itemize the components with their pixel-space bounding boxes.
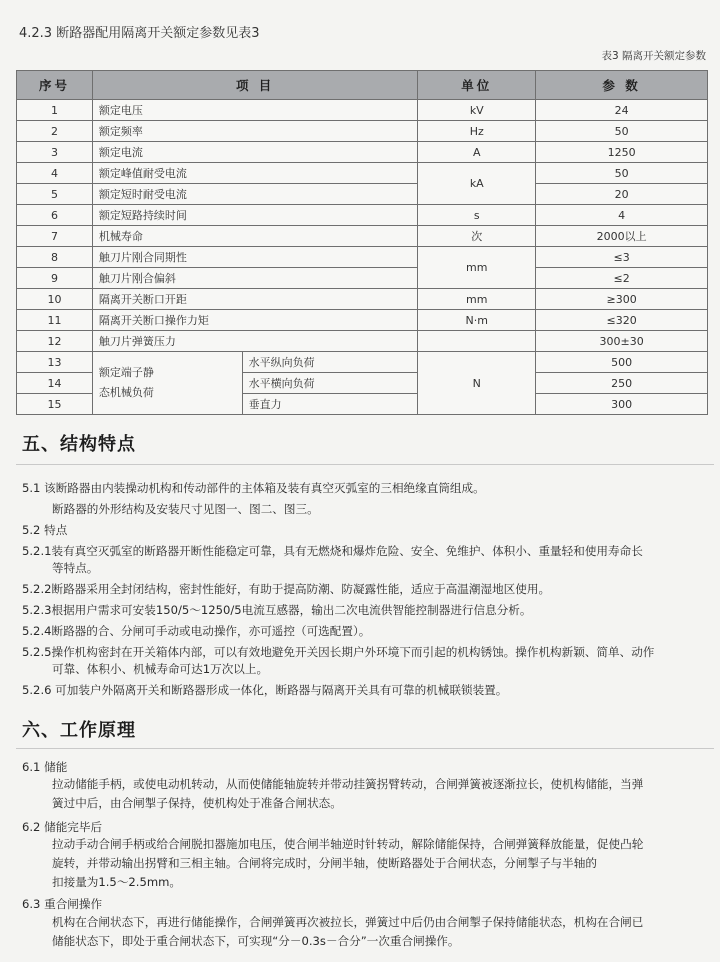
cell-item: 额定电流 [92,142,417,163]
paragraph-line: 拉动储能手柄，或使电动机转动，从而使储能轴旋转并带动挂簧拐臂转动，合闸弹簧被逐渐拉长，使机构储能，当弹 [52,777,644,791]
paragraph-line: 5.2 特点 [22,523,68,537]
cell-item: 额定电压 [92,100,417,121]
paragraph-line: 拉动手动合闸手柄或给合闸脱扣器施加电压，使合闸半轴逆时针转动，解除储能保持，合闸弹簧释放能量，促使凸轮 [52,837,644,851]
table-row [17,352,708,373]
cell-value: 24 [536,100,708,121]
cell-value: ≥300 [536,289,708,310]
table-caption: 表3 隔离开关额定参数 [601,50,706,62]
cell-item: 额定峰值耐受电流 [92,163,417,184]
cell-no: 12 [17,331,93,352]
paragraph-line: 旋转，并带动输出拐臂和三相主轴。合闸将完成时，分闸半轴，使断路器处于合闸状态，分闸掣子与半轴的 [52,856,597,870]
cell-unit: kA [418,163,536,205]
cell-unit: 次 [418,226,536,247]
cell-unit: s [418,205,536,226]
header-item: 项 目 [92,71,417,100]
section-heading-4-2-3: 4.2.3 断路器配用隔离开关额定参数见表3 [19,26,260,41]
table-row [17,184,708,205]
cell-value: 50 [536,163,708,184]
paragraph-line: 6.1 储能 [22,760,68,774]
cell-unit: N·m [418,310,536,331]
cell-no: 4 [17,163,93,184]
paragraph-line: 5.2.3根据用户需求可安装150/5～1250/5电流互感器，输出二次电流供智能控制器进行信息分析。 [22,603,532,617]
cell-value: 250 [536,373,708,394]
cell-unit: Hz [418,121,536,142]
table-row [17,121,708,142]
header-no: 序号 [17,71,93,100]
section-5-title: 五、结构特点 [22,434,136,455]
cell-unit: kV [418,100,536,121]
group-label-line2: 态机械负荷 [98,386,154,399]
table-row [17,331,708,352]
paragraph-line: 簧过中后，由合闸掣子保持，使机构处于准备合闸状态。 [52,796,342,810]
cell-unit: mm [418,247,536,289]
cell-no: 7 [17,226,93,247]
cell-item: 触刀片刚合同期性 [92,247,417,268]
cell-item: 垂直力 [242,394,418,415]
cell-value: 50 [536,121,708,142]
cell-value: ≤2 [536,268,708,289]
paragraph-line: 断路器的外形结构及安装尺寸见图一、图二、图三。 [52,502,319,516]
paragraph-line: 6.2 储能完毕后 [22,820,103,834]
cell-no: 1 [17,100,93,121]
cell-no: 6 [17,205,93,226]
paragraph-line: 5.2.6 可加装户外隔离开关和断路器形成一体化，断路器与隔离开关具有可靠的机械联锁装置。 [22,683,508,697]
section-5-divider [16,464,714,465]
cell-no: 2 [17,121,93,142]
section-6-title: 六、工作原理 [22,720,136,741]
cell-value: 4 [536,205,708,226]
section-6-divider [16,748,714,749]
paragraph-line: 机构在合闸状态下，再进行储能操作，合闸弹簧再次被拉长，弹簧过中后仍由合闸掣子保持储能状态，机构在合闸已 [52,915,644,929]
table-row [17,163,708,184]
cell-item: 隔离开关断口操作力矩 [92,310,417,331]
table-row [17,310,708,331]
table-row [17,247,708,268]
cell-group-label [92,352,242,415]
paragraph-line: 6.3 重合闸操作 [22,897,103,911]
cell-value: ≤320 [536,310,708,331]
cell-unit: A [418,142,536,163]
cell-value: 300±30 [536,331,708,352]
cell-item: 额定频率 [92,121,417,142]
cell-item: 隔离开关断口开距 [92,289,417,310]
cell-no: 11 [17,310,93,331]
parameters-table [16,70,708,415]
paragraph-line: 5.2.1装有真空灭弧室的断路器开断性能稳定可靠，具有无燃烧和爆炸危险、安全、免维护、体积小、重量轻和使用寿命长 [22,544,643,558]
cell-item: 机械寿命 [92,226,417,247]
cell-no: 10 [17,289,93,310]
paragraph-line: 5.2.2断路器采用全封闭结构，密封性能好，有助于提高防潮、防凝露性能，适应于高温潮湿地区使用。 [22,582,551,596]
cell-value: 2000以上 [536,226,708,247]
cell-item: 水平纵向负荷 [242,352,418,373]
group-label-line1: 额定端子静 [98,366,154,379]
paragraph-line: 可靠、体积小、机械寿命可达1万次以上。 [52,662,269,676]
paragraph-line: 扣接量为1.5～2.5mm。 [52,875,182,889]
cell-value: 1250 [536,142,708,163]
cell-unit [418,331,536,352]
table-header-row [17,71,708,100]
cell-no: 14 [17,373,93,394]
cell-item: 水平横向负荷 [242,373,418,394]
table-row [17,226,708,247]
header-value: 参 数 [536,71,708,100]
table-row [17,142,708,163]
cell-unit: N [418,352,536,415]
table-row [17,268,708,289]
cell-value: ≤3 [536,247,708,268]
cell-no: 13 [17,352,93,373]
table-row [17,289,708,310]
cell-value: 500 [536,352,708,373]
cell-no: 15 [17,394,93,415]
cell-value: 20 [536,184,708,205]
cell-item: 额定短路持续时间 [92,205,417,226]
cell-value: 300 [536,394,708,415]
paragraph-line: 等特点。 [52,561,99,575]
cell-item: 触刀片刚合偏斜 [92,268,417,289]
paragraph-line: 5.1 该断路器由内装操动机构和传动部件的主体箱及装有真空灭弧室的三相绝缘直筒组成。 [22,481,485,495]
cell-unit: mm [418,289,536,310]
cell-no: 5 [17,184,93,205]
cell-no: 9 [17,268,93,289]
cell-item: 额定短时耐受电流 [92,184,417,205]
paragraph-line: 5.2.4断路器的合、分闸可手动或电动操作，亦可遥控（可选配置）。 [22,624,371,638]
header-unit: 单位 [418,71,536,100]
cell-no: 8 [17,247,93,268]
table-row [17,205,708,226]
paragraph-line: 5.2.5操作机构密封在开关箱体内部，可以有效地避免开关因长期户外环境下而引起的机构锈蚀。操作机构新颖、简单、动作 [22,645,655,659]
table-row [17,100,708,121]
cell-item: 触刀片弹簧压力 [92,331,417,352]
cell-no: 3 [17,142,93,163]
paragraph-line: 储能状态下，即处于重合闸状态下，可实现“分－0.3s－合分”一次重合闸操作。 [52,934,460,948]
